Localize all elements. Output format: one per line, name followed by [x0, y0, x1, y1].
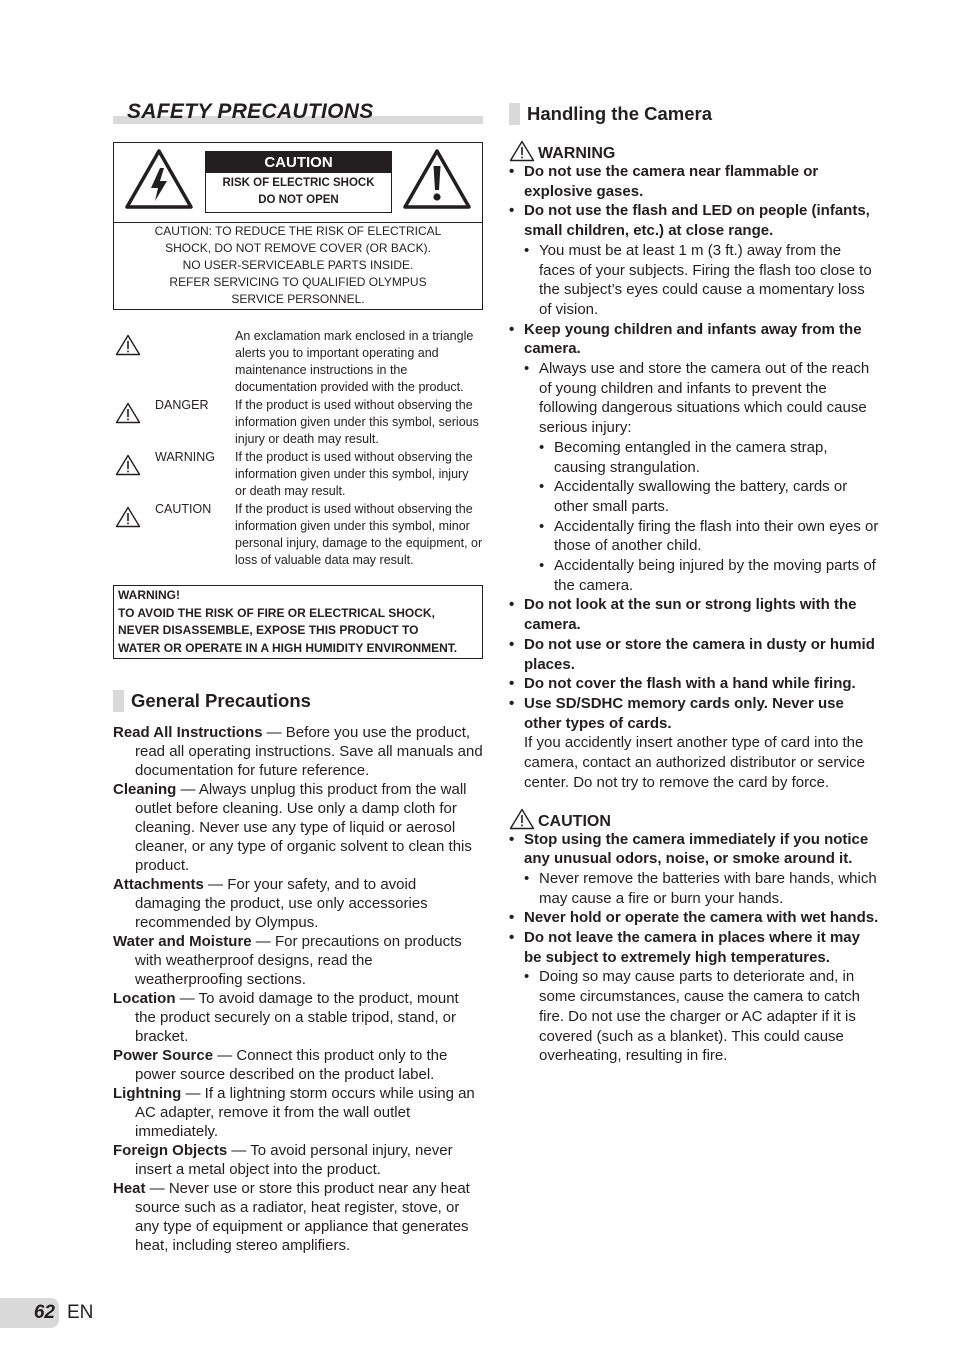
warning-box-line: TO AVOID THE RISK OF FIRE OR ELECTRICAL SHOCK,: [118, 605, 435, 620]
list-item: [113, 989, 483, 1046]
exclamation-triangle-icon: [402, 148, 472, 210]
legend-description: If the product is used without observing the information given under this symbol, injury or death may result.: [235, 450, 473, 498]
caution-list: [509, 830, 881, 1066]
item-term: Location: [113, 990, 176, 1007]
item-term: Power Source: [113, 1047, 214, 1064]
right-column: [509, 100, 881, 1066]
warning-list: [509, 162, 881, 793]
item-text: — For precautions on products with weatherproof designs, read the weatherproofing sections.: [135, 933, 462, 988]
general-precautions-list: [113, 723, 483, 1255]
list-item: • Accidentally swallowing the battery, cards or other small parts.: [509, 477, 881, 516]
list-item: • Always use and store the camera out of the reach of young children and infants to prevent the following dangerous situations which could cause serious injury:: [509, 359, 881, 438]
list-item: • Never hold or operate the camera with wet hands.: [509, 908, 881, 928]
exclamation-triangle-icon: [115, 334, 141, 356]
symbol-legend: [113, 328, 483, 569]
list-item: • Accidentally being injured by the moving parts of the camera.: [509, 556, 881, 595]
item-term: Water and Moisture: [113, 933, 252, 950]
item-term: Cleaning: [113, 781, 177, 798]
caution-sub-line: RISK OF ELECTRIC SHOCK: [222, 177, 375, 189]
left-column: [113, 100, 483, 1255]
section-marker: [509, 103, 520, 125]
item-text: — If a lightning storm occurs while using an AC adapter, remove it from the wall outlet immediately.: [135, 1085, 475, 1140]
caution-box: [113, 142, 483, 310]
list-item: • Do not use the camera near flammable or explosive gases.: [509, 162, 881, 201]
caution-label: CAUTION: [206, 152, 391, 173]
warning-triangle-icon: [509, 140, 535, 162]
legend-description: If the product is used without observing the information given under this symbol, minor personal injury, damage to the equipment, or loss of valuable data may result.: [235, 502, 483, 567]
list-item: • Do not look at the sun or strong lights with the camera.: [509, 595, 881, 634]
list-item: • Do not use the flash and LED on people (infants, small children, etc.) at close range.: [509, 201, 881, 240]
item-text: — To avoid personal injury, never insert a metal object into the product.: [135, 1142, 453, 1178]
legend-word: WARNING: [155, 450, 215, 464]
subheading-label: CAUTION: [538, 812, 611, 830]
warning-subheading: [509, 140, 881, 162]
caution-triangle-icon: [115, 506, 141, 528]
caution-subheading: [509, 808, 881, 830]
legend-row: [113, 397, 483, 448]
list-note: If you accidently insert another type of card into the camera, contact an authorized distributor or service center. Do not try to remove the card by force.: [524, 734, 865, 791]
caution-line: REFER SERVICING TO QUALIFIED OLYMPUS: [169, 275, 427, 289]
list-item: [113, 1141, 483, 1179]
warning-box-line: WARNING!: [118, 588, 180, 602]
subheading-label: WARNING: [538, 145, 616, 162]
legend-description: If the product is used without observing the information given under this symbol, serious injury or death may result.: [235, 398, 479, 446]
legend-word: DANGER: [155, 398, 209, 412]
item-term: Heat: [113, 1180, 146, 1197]
item-text: — Never use or store this product near any heat source such as a radiator, heat register, stove, or any type of equipment or appliance that generates heat, including stereo amplifiers.: [135, 1180, 470, 1254]
item-text: — Before you use the product, read all operating instructions. Save all manuals and documentation for future reference.: [135, 724, 483, 779]
page-title: SAFETY PRECAUTIONS: [127, 100, 374, 123]
section-header: [509, 102, 881, 128]
list-item: • Doing so may cause parts to deteriorate and, in some circumstances, cause the camera to catch fire. Do not use the charger or AC adapter if it is covered (such as a blanket). This could cause overheating, resulting in fire.: [509, 967, 881, 1066]
section-title: Handling the Camera: [527, 103, 713, 124]
list-item: • Do not leave the camera in places where it may be subject to extremely high temperatures.: [509, 928, 881, 967]
list-item: • Stop using the camera immediately if you notice any unusual odors, noise, or smoke around it.: [509, 830, 881, 869]
section-header: [113, 689, 483, 715]
list-item: [113, 875, 483, 932]
caution-sub-line: DO NOT OPEN: [258, 194, 339, 206]
list-item: • You must be at least 1 m (3 ft.) away from the faces of your subjects. Firing the flash too close to the subject’s eyes could cause a momentary loss of vision.: [509, 241, 881, 320]
page-number: 62: [33, 1302, 55, 1323]
electric-shock-icon: [124, 148, 194, 210]
warning-triangle-icon: [115, 454, 141, 476]
item-text: — For your safety, and to avoid damaging the product, use only accessories recommended by Olympus.: [135, 876, 428, 931]
legend-description: An exclamation mark enclosed in a triangle alerts you to important operating and maintenance instructions in the documentation provided with the product.: [235, 329, 474, 394]
legend-word: CAUTION: [155, 502, 212, 516]
caution-sub-text: [206, 173, 391, 209]
caution-box-header: [114, 143, 482, 223]
list-item: [113, 1179, 483, 1255]
warning-box-line: NEVER DISASSEMBLE, EXPOSE THIS PRODUCT TO: [118, 623, 419, 637]
item-text: — Connect this product only to the power source described on the product label.: [135, 1047, 448, 1083]
list-item: [113, 723, 483, 780]
caution-line: CAUTION: TO REDUCE THE RISK OF ELECTRICAL: [154, 224, 442, 238]
list-item: [113, 1084, 483, 1141]
caution-line: SHOCK, DO NOT REMOVE COVER (OR BACK).: [165, 241, 431, 255]
item-term: Attachments: [113, 876, 204, 893]
list-item: [113, 1046, 483, 1084]
general-precautions-section: [113, 689, 483, 1255]
list-item: [113, 932, 483, 989]
list-item: • Never remove the batteries with bare hands, which may cause a fire or burn your hands.: [509, 869, 881, 908]
legend-row: [113, 328, 483, 396]
page-title-block: [113, 100, 483, 126]
item-term: Foreign Objects: [113, 1142, 228, 1159]
danger-triangle-icon: [115, 402, 141, 424]
list-item: • Use SD/SDHC memory cards only. Never use other types of cards.: [509, 694, 881, 733]
legend-row: [113, 501, 483, 569]
caution-triangle-icon: [509, 808, 535, 830]
caution-line: SERVICE PERSONNEL.: [231, 292, 365, 306]
list-item: • Do not cover the flash with a hand while firing.: [509, 674, 881, 694]
language-code: EN: [67, 1302, 94, 1323]
caution-line: NO USER-SERVICEABLE PARTS INSIDE.: [182, 258, 414, 272]
list-item: • Becoming entangled in the camera strap, causing strangulation.: [509, 438, 881, 477]
section-marker: [113, 690, 124, 712]
item-text: — Always unplug this product from the wall outlet before cleaning. Use only a damp cloth for cleaning. Never use any type of liquid or aerosol cleaner, or any type of organic solvent to clean this product.: [135, 781, 472, 874]
item-term: Lightning: [113, 1085, 182, 1102]
list-item: [113, 780, 483, 875]
list-item: • Accidentally firing the flash into their own eyes or those of another child.: [509, 517, 881, 556]
fire-warning-box: [113, 585, 483, 659]
legend-row: [113, 449, 483, 500]
caution-label-box: [205, 151, 392, 213]
item-text: — To avoid damage to the product, mount the product securely on a stable tripod, stand, or bracket.: [135, 990, 459, 1045]
list-item: • Keep young children and infants away from the camera.: [509, 320, 881, 359]
section-title: General Precautions: [131, 690, 311, 711]
item-term: Read All Instructions: [113, 724, 263, 741]
warning-box-line: WATER OR OPERATE IN A HIGH HUMIDITY ENVIRONMENT.: [118, 640, 458, 655]
list-item: • Do not use or store the camera in dusty or humid places.: [509, 635, 881, 674]
caution-box-text: [114, 223, 482, 309]
